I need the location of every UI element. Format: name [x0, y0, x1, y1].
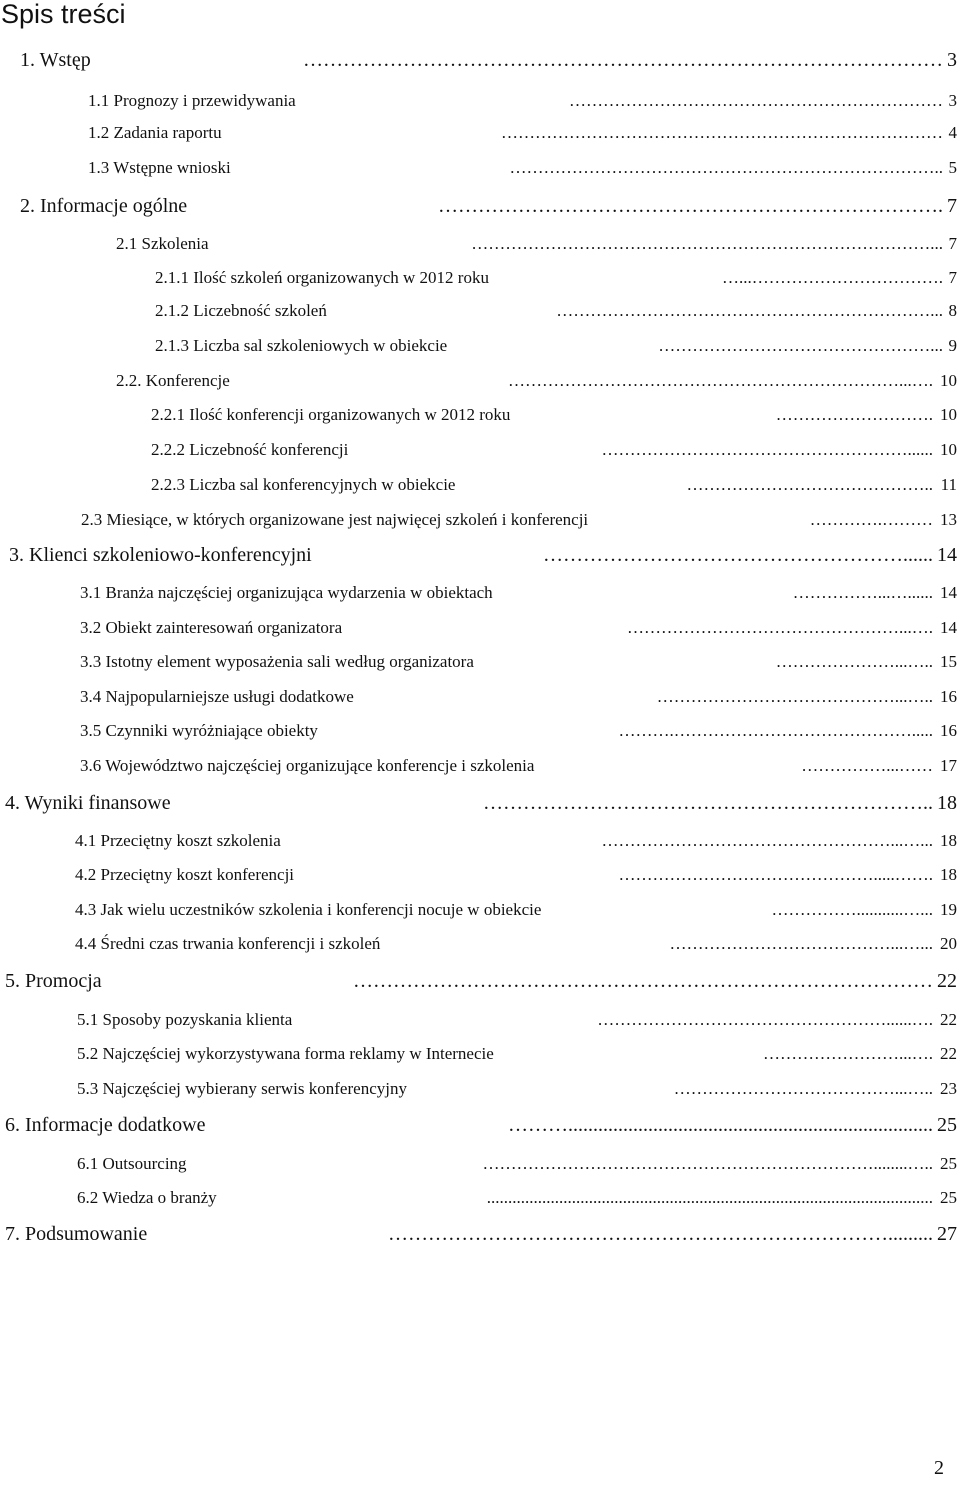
toc-entry-page: 10: [940, 405, 957, 424]
toc-entry-leader: …………………………………………………………: [569, 91, 943, 110]
toc-entry-page: 25: [940, 1188, 957, 1207]
toc-entry-page: 9: [948, 336, 957, 355]
toc-entry-5-1[interactable]: [77, 1005, 957, 1035]
toc-entry-label: 1. Wstęp: [20, 49, 91, 71]
toc-entry-2[interactable]: [20, 191, 957, 221]
toc-entry-page: 18: [940, 831, 957, 850]
toc-entry-1-1[interactable]: [88, 86, 957, 116]
toc-entry-leader: ………………………………………………………………………...: [471, 234, 943, 253]
toc-entry-6-2[interactable]: [77, 1183, 957, 1213]
toc-entry-2-1-3[interactable]: [155, 331, 957, 361]
toc-entry-leader: ………….………: [809, 510, 933, 529]
toc-entry-page: 19: [940, 900, 957, 919]
toc-entry-page: 4: [948, 123, 957, 142]
toc-entry-1[interactable]: [20, 45, 957, 75]
toc-entry-1-2[interactable]: [88, 118, 957, 148]
toc-entry-label: 2.2.1 Ilość konferencji organizowanych w 2012 roku: [151, 405, 511, 424]
toc-entry-2-1-2[interactable]: [155, 296, 957, 326]
toc-entry-page: 16: [940, 687, 957, 706]
toc-entry-page: 10: [940, 440, 957, 459]
toc-entry-2-2-2[interactable]: [151, 435, 957, 465]
toc-entry-page: 23: [940, 1079, 957, 1098]
toc-entry-page: 8: [948, 301, 957, 320]
toc-entry-label: 2. Informacje ogólne: [20, 195, 188, 217]
toc-entry-4-4[interactable]: [75, 929, 957, 959]
toc-entry-label: 2.2. Konferencje: [116, 371, 230, 390]
toc-entry-leader: ………………………………………………………………….........: [388, 1223, 933, 1245]
toc-entry-3-1[interactable]: [80, 578, 957, 608]
toc-entry-leader: ……………………………………………………………………………: [353, 970, 933, 992]
toc-entry-page: 10: [940, 371, 957, 390]
toc-entry-page: 18: [940, 865, 957, 884]
toc-entry-page: 15: [940, 652, 957, 671]
toc-entry-label: 4.1 Przeciętny koszt szkolenia: [75, 831, 281, 850]
toc-entry-label: 3. Klienci szkoleniowo-konferencyjni: [9, 544, 312, 566]
toc-entry-leader: ……………………...….: [763, 1044, 933, 1063]
toc-entry-leader: ……………...……: [801, 756, 933, 775]
toc-entry-leader: …………………………………...…..: [673, 1079, 933, 1098]
toc-entry-page: 11: [940, 475, 957, 494]
toc-entry-label: 4. Wyniki finansowe: [5, 792, 171, 814]
toc-entry-2-1-1[interactable]: [155, 263, 957, 293]
toc-entry-3-4[interactable]: [80, 682, 957, 712]
toc-entry-3-2[interactable]: [80, 613, 957, 643]
toc-entry-leader: ………………………………………………………………….: [438, 195, 943, 217]
toc-entry-label: 2.1.3 Liczba sal szkoleniowych w obiekcie: [155, 336, 448, 355]
toc-entry-page: 22: [940, 1044, 957, 1063]
toc-entry-label: 7. Podsumowanie: [5, 1223, 148, 1245]
toc-entry-page: 20: [940, 934, 957, 953]
toc-entry-leader: ……………………………………….....…….: [618, 865, 933, 884]
toc-entry-leader: ………………………………………………......: [601, 440, 933, 459]
toc-entry-5-3[interactable]: [77, 1074, 957, 1104]
toc-entry-3-3[interactable]: [80, 647, 957, 677]
toc-entry-label: 2.1 Szkolenia: [116, 234, 209, 253]
toc-entry-leader: …………………………………...…...: [669, 934, 933, 953]
toc-entry-leader: ……………………………………………………………………: [501, 123, 943, 142]
toc-entry-label: 6. Informacje dodatkowe: [5, 1114, 206, 1136]
toc-entry-page: 14: [940, 618, 957, 637]
toc-entry-label: 3.2 Obiekt zainteresowań organizatora: [80, 618, 343, 637]
toc-entry-leader: …………………………………………...….: [627, 618, 933, 637]
page-number: 2: [934, 1457, 944, 1479]
toc-entry-leader: …………………………………………………………...: [556, 301, 943, 320]
toc-entry-2-2-1[interactable]: [151, 400, 957, 430]
toc-entry-leader: ……….........................................................................: [508, 1114, 933, 1136]
toc-entry-leader: ……………………………………………………………........…..: [482, 1154, 933, 1173]
toc-entry-label: 2.1.1 Ilość szkoleń organizowanych w 2012 roku: [155, 268, 489, 287]
toc-entry-label: 4.2 Przeciętny koszt konferencji: [75, 865, 295, 884]
toc-entry-2-2[interactable]: [116, 366, 957, 396]
toc-entry-leader: …...…………………………….: [722, 268, 943, 287]
toc-entry-leader: …………………………………………………………………..: [509, 158, 943, 177]
toc-entry-leader: ……………………………………………...…...: [601, 831, 933, 850]
toc-entry-label: 2.1.2 Liczebność szkoleń: [155, 301, 327, 320]
toc-entry-label: 3.3 Istotny element wyposażenia sali według organizatora: [80, 652, 474, 671]
toc-entry-leader: ……………………………………..: [686, 475, 933, 494]
toc-entry-label: 5. Promocja: [5, 970, 102, 992]
toc-entry-5[interactable]: [5, 966, 957, 996]
toc-entry-page: 17: [940, 756, 957, 775]
toc-entry-leader: ……….…………………………………….....: [618, 721, 933, 740]
toc-entry-page: 3: [948, 91, 957, 110]
toc-entry-leader: .........................................................................................................: [486, 1188, 933, 1207]
toc-entry-3-5[interactable]: [80, 716, 957, 746]
toc-entry-3-6[interactable]: [80, 751, 957, 781]
toc-entry-3[interactable]: [9, 540, 957, 570]
toc-entry-label: 4.4 Średni czas trwania konferencji i szkoleń: [75, 934, 381, 953]
toc-entry-page: 22: [940, 1010, 957, 1029]
toc-entry-2-2-3[interactable]: [151, 470, 957, 500]
toc-entry-label: 2.2.3 Liczba sal konferencyjnych w obiekcie: [151, 475, 456, 494]
toc-entry-4-2[interactable]: [75, 860, 957, 890]
toc-entry-2-3[interactable]: [81, 505, 957, 535]
toc-entry-4[interactable]: [5, 788, 957, 818]
toc-entry-page: 27: [937, 1223, 957, 1245]
toc-entry-label: 4.3 Jak wielu uczestników szkolenia i konferencji nocuje w obiekcie: [75, 900, 542, 919]
toc-entry-page: 25: [937, 1114, 957, 1136]
toc-entry-leader: ……………………………………………......….: [597, 1010, 933, 1029]
toc-entry-page: 3: [947, 49, 957, 71]
toc-entry-page: 22: [937, 970, 957, 992]
toc-entry-leader: ……………………………………………………………………………………: [303, 49, 943, 71]
toc-entry-7[interactable]: [5, 1219, 957, 1249]
toc-entry-label: 3.4 Najpopularniejsze usługi dodatkowe: [80, 687, 354, 706]
toc-entry-leader: …………………………………………………………..: [483, 792, 933, 814]
toc-entry-4-3[interactable]: [75, 895, 957, 925]
toc-entry-leader: ………………………………………………......: [543, 544, 933, 566]
toc-entry-leader: ……………………………………………………………...….: [508, 371, 933, 390]
toc-entry-page: 13: [940, 510, 957, 529]
toc-entry-label: 2.2.2 Liczebność konferencji: [151, 440, 349, 459]
toc-entry-leader: ……………………………………...…..: [656, 687, 933, 706]
toc-entry-label: 1.2 Zadania raportu: [88, 123, 222, 142]
toc-entry-label: 6.1 Outsourcing: [77, 1154, 187, 1173]
toc-entry-leader: ……………...…......: [792, 583, 933, 602]
toc-entry-6[interactable]: [5, 1110, 957, 1140]
toc-entry-leader: …………………………………………...: [658, 336, 943, 355]
toc-entry-label: 1.1 Prognozy i przewidywania: [88, 91, 296, 110]
toc-entry-label: 3.1 Branża najczęściej organizująca wydarzenia w obiektach: [80, 583, 493, 602]
toc-entry-page: 16: [940, 721, 957, 740]
toc-entry-leader: ……………………….: [775, 405, 933, 424]
toc-entry-label: 6.2 Wiedza o branży: [77, 1188, 217, 1207]
toc-entry-label: 5.3 Najczęściej wybierany serwis konferencyjny: [77, 1079, 407, 1098]
toc-entry-label: 2.3 Miesiące, w których organizowane jest najwięcej szkoleń i konferencji: [81, 510, 589, 529]
toc-entry-page: 5: [948, 158, 957, 177]
toc-entry-1-3[interactable]: [88, 153, 957, 183]
toc-entry-leader: ……………...........…...: [771, 900, 933, 919]
toc-entry-6-1[interactable]: [77, 1149, 957, 1179]
toc-entry-page: 14: [937, 544, 957, 566]
toc-entry-label: 5.1 Sposoby pozyskania klienta: [77, 1010, 293, 1029]
toc-entry-page: 7: [947, 195, 957, 217]
toc-entry-label: 3.6 Województwo najczęściej organizujące konferencje i szkolenia: [80, 756, 535, 775]
toc-title: Spis treści: [1, 0, 126, 29]
toc-entry-5-2[interactable]: [77, 1039, 957, 1069]
toc-entry-page: 18: [937, 792, 957, 814]
toc-entry-label: 5.2 Najczęściej wykorzystywana forma reklamy w Internecie: [77, 1044, 494, 1063]
toc-entry-label: 3.5 Czynniki wyróżniające obiekty: [80, 721, 318, 740]
toc-entry-4-1[interactable]: [75, 826, 957, 856]
toc-entry-page: 25: [940, 1154, 957, 1173]
toc-entry-label: 1.3 Wstępne wnioski: [88, 158, 231, 177]
toc-entry-page: 14: [940, 583, 957, 602]
toc-entry-page: 7: [948, 268, 957, 287]
toc-entry-2-1[interactable]: [116, 229, 957, 259]
toc-entry-leader: …………………...…..: [775, 652, 933, 671]
toc-entry-page: 7: [948, 234, 957, 253]
